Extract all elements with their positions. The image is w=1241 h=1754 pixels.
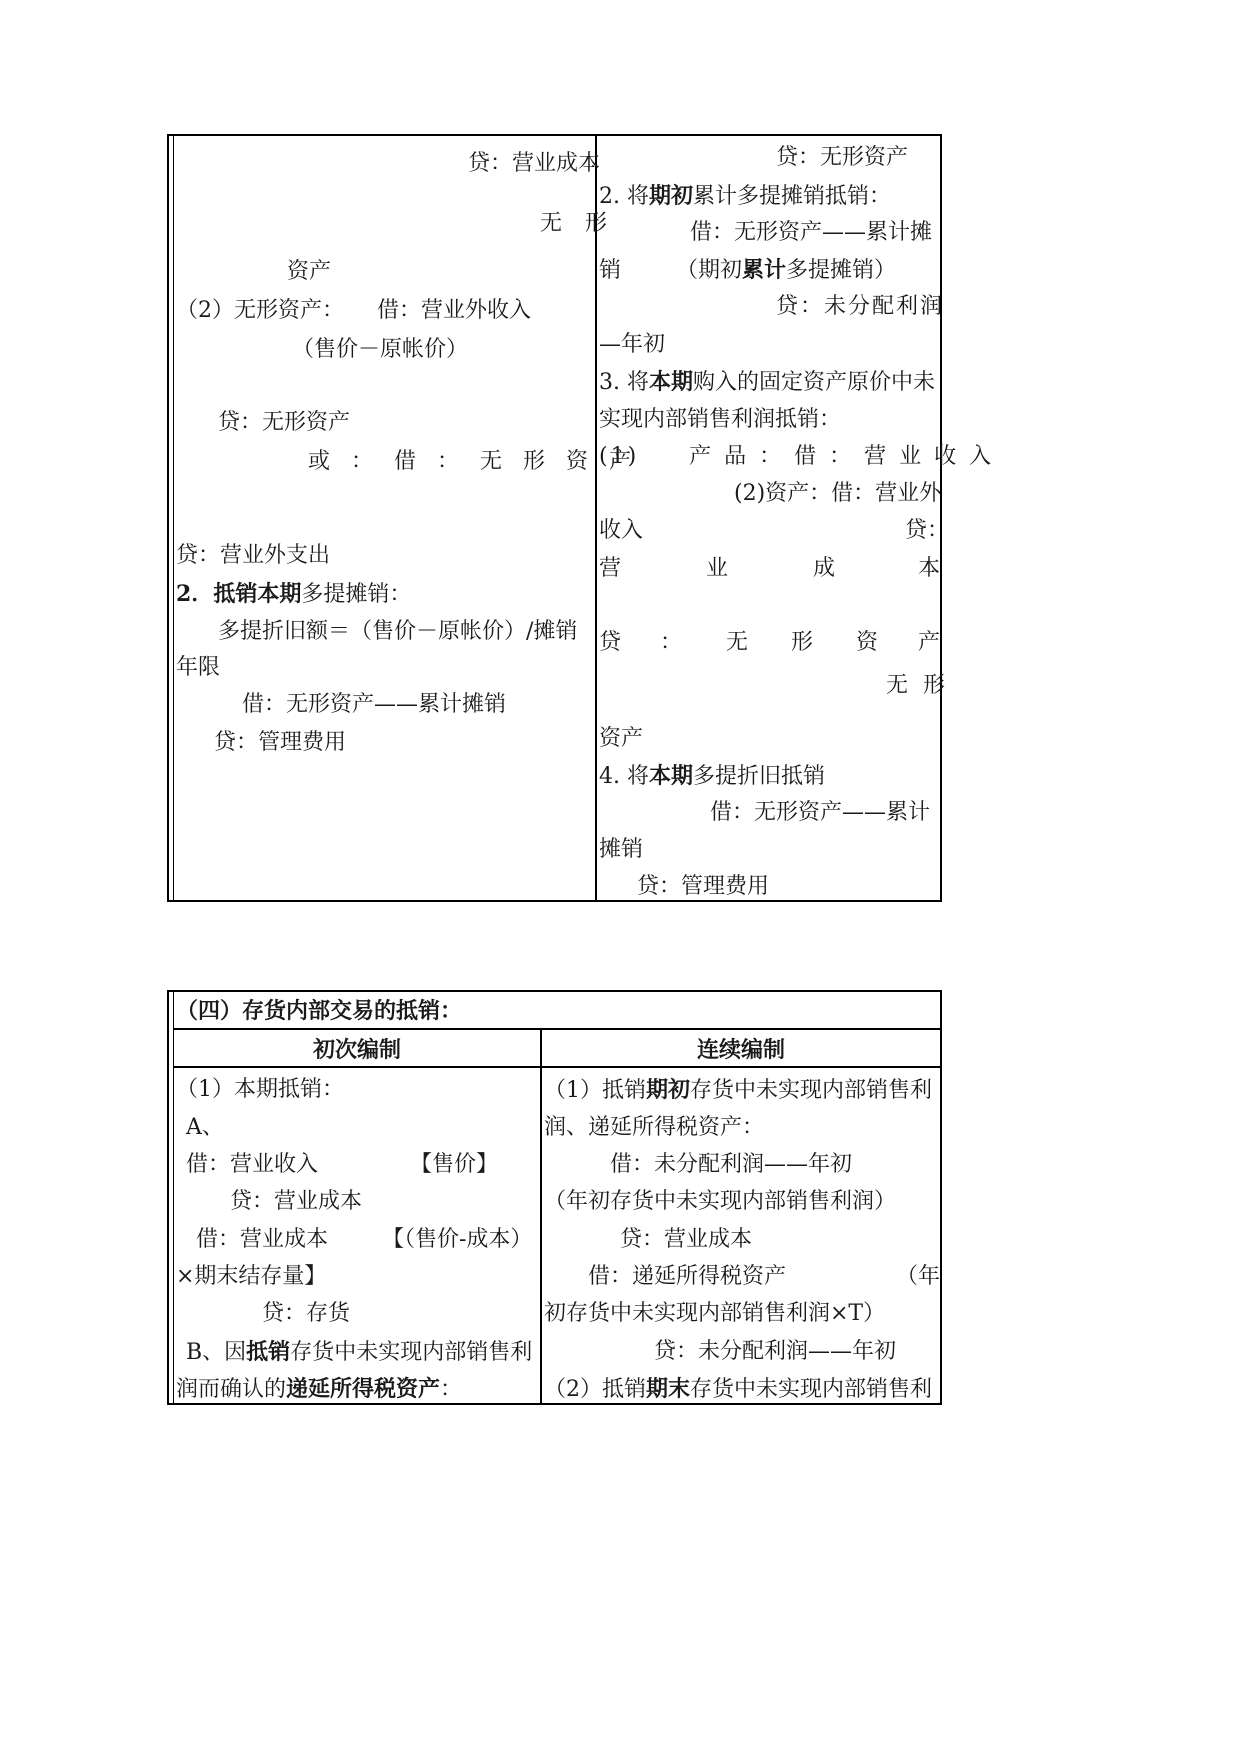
text-line: 无 形 [540, 211, 615, 236]
text-line: 借：无形资产——累计摊 [690, 220, 933, 245]
table-2-right-border [940, 990, 942, 1405]
text-line: 贷：无形资产 [218, 410, 351, 435]
text-rest: 多提摊销： [301, 582, 412, 607]
text-num: 2． [176, 581, 214, 607]
text-char: 产 [918, 630, 941, 655]
text-line: （1）本期抵销： [176, 1077, 344, 1102]
text-line: 借：营业成本 [196, 1227, 329, 1252]
text-line: 贷：管理费用 [214, 730, 347, 755]
text-line [599, 256, 896, 285]
table-2-col1-header: 初次编制 [312, 1037, 401, 1063]
text-line [176, 1375, 462, 1404]
text-line: 贷：未分配利润——年初 [654, 1339, 897, 1364]
text-pre: 2. 将 [599, 184, 649, 209]
table-1-left-border [167, 134, 169, 902]
text-post: 存货中未实现内部销售利 [690, 1377, 933, 1402]
text-line [599, 182, 891, 211]
text-line: 【（售价-成本） [382, 1227, 533, 1252]
text-line: 初存货中未实现内部销售利润×T） [544, 1301, 886, 1326]
text-post: ： [440, 1377, 463, 1402]
text-line: 【售价】 [410, 1152, 499, 1177]
text-line [544, 1375, 932, 1404]
text-bold: 本期 [648, 763, 693, 789]
text-line: 贷： [905, 518, 950, 543]
text-pre: 3. 将 [599, 370, 649, 395]
text-line: A、 [186, 1115, 224, 1140]
text-line [599, 762, 825, 791]
table-1-mid-border [595, 134, 597, 902]
text-line: 无 形 [886, 673, 949, 698]
text-char: 资 [856, 630, 879, 655]
text-post: 累计多提摊销抵销： [693, 184, 892, 209]
text-line: 借：无形资产——累计摊销 [242, 692, 507, 717]
text-bold: 累计 [742, 257, 787, 283]
table-2-title-divider [173, 1028, 942, 1030]
text-line: 借：无形资产——累计 [710, 800, 931, 825]
text-post: 多提摊销） [786, 258, 897, 283]
table-1-left-border-inner [173, 134, 174, 902]
text-line [599, 368, 935, 397]
text-line: 贷：营业外支出 [176, 543, 331, 568]
text-line: —年初 [599, 332, 666, 357]
table-2-col2-header: 连续编制 [696, 1037, 785, 1063]
text-line: ×期末结存量】 [176, 1264, 327, 1289]
text-line: 借：递延所得税资产 [588, 1264, 787, 1289]
text-line: 贷：营业成本 [468, 151, 601, 176]
text-line: 贷：存货 [262, 1301, 351, 1326]
text-bold: 期末 [646, 1376, 691, 1402]
text-line: 资产 [287, 259, 332, 284]
text-line: 润、递延所得税资产： [544, 1115, 765, 1140]
text-line: 贷：无形资产 [776, 145, 909, 170]
text-line: 摊销 [599, 837, 644, 862]
text-char: 本 [918, 556, 941, 581]
text-line: （2）无形资产： 借：营业外收入 [176, 298, 531, 323]
text-post: 多提折旧抵销 [693, 764, 826, 789]
text-line: 收入 [599, 518, 644, 543]
table-2-top-border [167, 990, 942, 992]
table-1-bottom-border [167, 900, 942, 902]
text-bold: 期初 [648, 183, 693, 209]
text-line [176, 580, 411, 609]
text-bold: 递延所得税资产 [286, 1376, 441, 1402]
text-line: 或 ： 借 ： 无 形 资 产 [308, 449, 638, 474]
text-line: (2)资产：借：营业外 [734, 481, 942, 506]
text-post: 存货中未实现内部销售利 [290, 1340, 533, 1365]
text-char: 营 [599, 556, 622, 581]
text-pre: 销 （期初 [599, 258, 743, 283]
text-pre: B、因 [186, 1340, 247, 1365]
text-line: 贷：营业成本 [620, 1227, 753, 1252]
text-char: 成 [813, 556, 836, 581]
table-2-header-divider [173, 1066, 942, 1068]
table-2-mid-border [540, 1028, 542, 1405]
text-bold: 抵销本期 [213, 581, 302, 607]
text-line: 资产 [599, 726, 644, 751]
text-line: 年限 [176, 655, 221, 680]
text-char: 业 [706, 556, 729, 581]
text-pre: （1）抵销 [544, 1078, 646, 1103]
text-char: 形 [791, 630, 814, 655]
text-pre: （2）抵销 [544, 1377, 646, 1402]
text-line [186, 1338, 532, 1367]
text-line: 贷：营业成本 [230, 1189, 363, 1214]
text-line [544, 1076, 932, 1105]
table-2-title: （四）存货内部交易的抵销： [176, 998, 463, 1024]
text-line: 借：未分配利润——年初 [610, 1152, 853, 1177]
text-line: 贷：管理费用 [637, 874, 770, 899]
text-pre: 润而确认的 [176, 1377, 287, 1402]
text-line: （年初存货中未实现内部销售利润） [544, 1189, 897, 1214]
text-line: 贷：未分配利润 [776, 294, 945, 319]
text-post: 购入的固定资产原价中未 [693, 370, 936, 395]
table-1-top-border [167, 134, 942, 136]
table-2-left-border [167, 990, 169, 1405]
text-bold: 期初 [646, 1077, 691, 1103]
text-line: 实现内部销售利润抵销： [599, 407, 842, 432]
text-line: (1) 产 品 ： 借 ： 营 业 收 入 [599, 444, 995, 469]
text-char: ： [660, 630, 683, 655]
text-bold: 本期 [648, 369, 693, 395]
text-pre: 4. 将 [599, 764, 649, 789]
text-line: （年 [896, 1264, 941, 1289]
text-post: 存货中未实现内部销售利 [690, 1078, 933, 1103]
text-line: 借：营业收入 [186, 1152, 319, 1177]
text-line: 多提折旧额＝（售价－原帐价）/摊销 [218, 619, 578, 644]
text-line: （售价－原帐价） [292, 337, 469, 362]
text-char: 贷 [599, 630, 622, 655]
text-bold: 抵销 [246, 1339, 291, 1365]
text-char: 无 [726, 630, 749, 655]
